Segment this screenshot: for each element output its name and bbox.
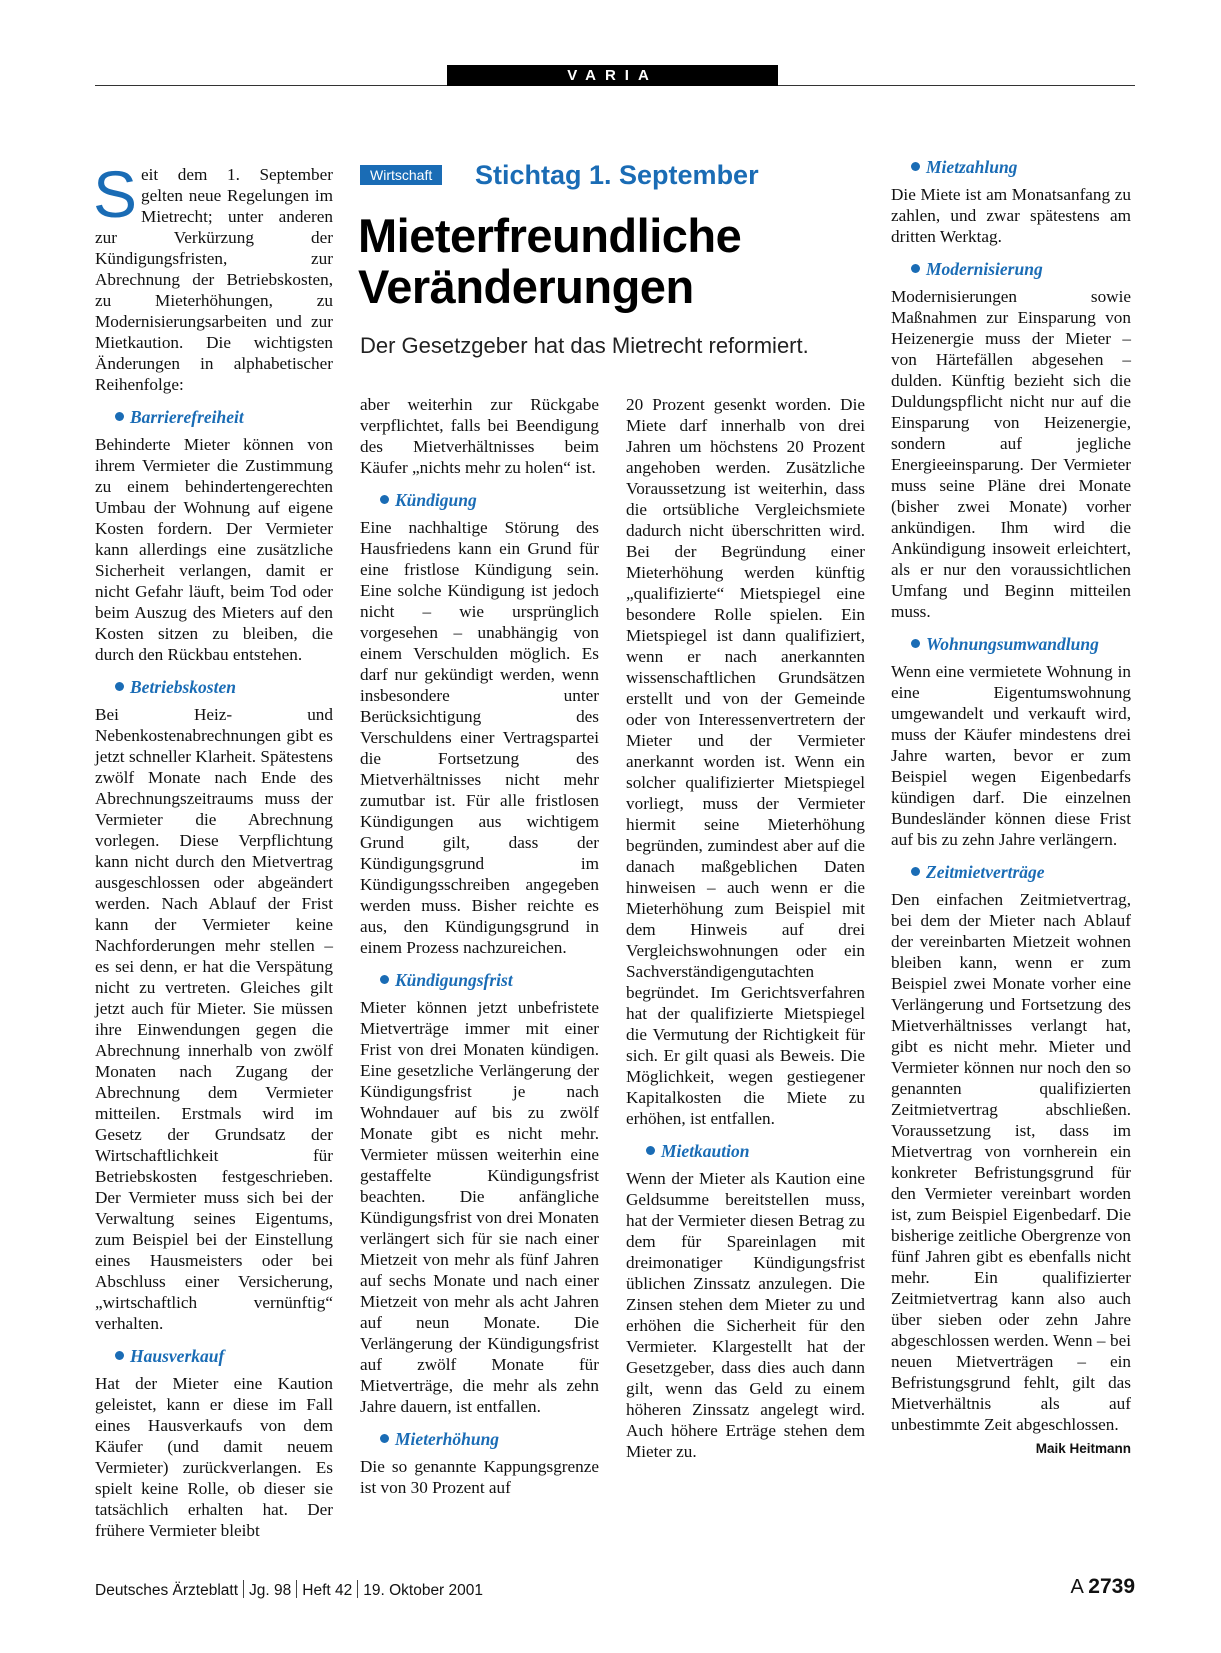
bullet-icon [646, 1146, 655, 1155]
subheading-kuendigung: Kündigung [360, 490, 599, 511]
divider [357, 1580, 358, 1598]
bullet-icon [911, 162, 920, 171]
subheading-mietkaution: Mietkaution [626, 1141, 865, 1162]
article-kicker: Stichtag 1. September [475, 160, 759, 190]
subheading-betriebskosten: Betriebskosten [95, 677, 333, 698]
bullet-icon [115, 1351, 124, 1360]
paragraph-zeitmietvertraege: Den einfachen Zeitmietvertrag, bei dem der Mieter nach Ablauf der vereinbarten Mietzeit wohnen bleiben kann, wenn er zum Beispiel zwei Monate vorher eine Verlängerung und Fortsetzung des Mietverhältnisses verlangt hat, gibt es nicht mehr. Mieter und Vermieter können nur noch den so genannten qualifizierten Zeitmietvertrag abschließen. Voraussetzung ist, dass im Mietvertrag von vornherein ein konkreter Befristungsgrund für den Vermieter vereinbart worden ist, zum Beispiel Eigenbedarf. Die bisherige zeitliche Obergrenze von fünf Jahren gibt es ebenfalls nicht mehr. Ein qualifizierter Zeitmietvertrag kann also auch über sieben oder zehn Jahre abgeschlossen werden. Wenn – bei neuen Mietverträgen – ein Befristungsgrund fehlt, gilt das Mietverhältnis als auf unbestimmte Zeit abgeschlossen. Maik Heitmann [891, 889, 1131, 1435]
journal-info [95, 1580, 483, 1600]
paragraph-hausverkauf: Hat der Mieter eine Kaution geleistet, kann er diese im Fall eines Hausverkaufs von dem Käufer (und damit neuem Vermieter) zurückverlangen. Es spielt keine Rolle, ob dieser sie tatsächlich erhalten hat. Der frühere Vermieter bleibt [95, 1374, 333, 1540]
bullet-icon [115, 412, 124, 421]
journal-issue: Heft 42 [302, 1582, 353, 1599]
headline-line-2: Veränderungen [358, 260, 694, 313]
subheading-barrierefreiheit: Barrierefreiheit [95, 407, 333, 428]
intro-paragraph: Seit dem 1. September gelten neue Regelungen im Mietrecht; unter anderen zur Verkürzung der Kündigungsfristen, zur Abrechnung der Betriebskosten, zu Mieterhöhungen, zu Modernisierungsarbeiten und zur Mietkaution. Die wichtigsten Änderungen in alphabetischer Reihenfolge: [93, 157, 333, 394]
bullet-icon [380, 1434, 389, 1443]
paragraph-mietkaution: Wenn der Mieter als Kaution eine Geldsumme bereitstellen muss, hat der Vermieter diesen Betrag zu dem für Spareinlagen mit dreimonatiger Kündigungsfrist üblichen Zinssatz anzulegen. Die Zinsen stehen dem Mieter zu und erhöhen die Sicherheit für den Vermieter. Klargestellt hat der Gesetzgeber, dass dies auch dann gilt, wenn das Geld zu einem höheren Zinssatz angelegt wird. Auch höhere Erträge stehen dem Mieter zu. [626, 1169, 865, 1461]
paragraph-mieterhoehung: Die so genannte Kappungsgrenze ist von 30 Prozent auf [360, 1457, 599, 1497]
page-number-value: 2739 [1088, 1575, 1135, 1598]
subheading-zeitmietvertraege: Zeitmietverträge [891, 862, 1131, 883]
paragraph-hausverkauf-continued: aber weiterhin zur Rückgabe verpflichtet, falls bei Beendigung des Mietverhältnisses beim Käufer „nichts mehr zu holen“ ist. [360, 395, 599, 477]
journal-name: Deutsches Ärzteblatt [95, 1582, 239, 1599]
author-name: Maik Heitmann [1035, 1441, 1131, 1456]
bullet-icon [115, 682, 124, 691]
column-4 [891, 157, 1131, 1459]
subheading-modernisierung: Modernisierung [891, 259, 1131, 280]
subheading-wohnungsumwandlung: Wohnungsumwandlung [891, 634, 1131, 655]
bullet-icon [911, 639, 920, 648]
paragraph-barrierefreiheit: Behinderte Mieter können von ihrem Vermieter die Zustimmung zu einem behindertengerechten Umbau der Wohnung auf eigene Kosten fordern. Der Vermieter kann allerdings eine zusätzliche Sicherheit verlangen, damit er nicht Gefahr läuft, beim Tod oder beim Auszug des Mieters auf den Kosten sitzen zu bleiben, die durch den Rückbau entstehen. [95, 435, 333, 664]
headline-line-1: Mieterfreundliche [358, 209, 742, 262]
subheading-hausverkauf: Hausverkauf [95, 1346, 333, 1367]
bullet-icon [911, 264, 920, 273]
journal-date: 19. Oktober 2001 [363, 1582, 484, 1599]
paragraph-kuendigung: Eine nachhaltige Störung des Hausfriedens kann ein Grund für eine fristlose Kündigung sein. Eine solche Kündigung ist jedoch nicht – wie ursprünglich vorgesehen – unabhängig von einem Verschulden möglich. Es darf nur gekündigt werden, wenn insbesondere unter Berücksichtigung des Verschuldens einer Vertragspartei die Fortsetzung des Mietverhältnisses nicht mehr zumutbar ist. Für alle fristlosen Kündigungen aus wichtigem Grund gilt, dass der Kündigungsgrund im Kündigungsschreiben angegeben werden muss. Bisher reichte es aus, den Kündigungsgrund in einem Prozess nachzureichen. [360, 518, 599, 957]
bullet-icon [380, 975, 389, 984]
drop-cap: S [93, 157, 138, 231]
journal-volume: Jg. 98 [249, 1582, 292, 1599]
column-1 [93, 157, 333, 1541]
paragraph-modernisierung: Modernisierungen sowie Maßnahmen zur Einsparung von Heizenergie muss der Mieter – von Härtefällen abgesehen – dulden. Künftig bezieht sich die Duldungspflicht nicht nur auf die Einsparung von Heizenergie, sondern auf jegliche Energieeinsparung. Der Vermieter muss seine Pläne drei Monate (bisher zwei Monate) vorher ankündigen. Ihm wird die Ankündigung insoweit erleichtert, als er nur den voraussichtlichen Umfang und Beginn mitteilen muss. [891, 287, 1131, 621]
category-tag: Wirtschaft [360, 165, 442, 185]
column-2 [360, 394, 599, 1498]
subheading-mieterhoehung: Mieterhöhung [360, 1429, 599, 1450]
bullet-icon [911, 867, 920, 876]
divider [243, 1580, 244, 1598]
subheading-mietzahlung: Mietzahlung [891, 157, 1131, 178]
column-3 [626, 394, 865, 1462]
paragraph-mietzahlung: Die Miete ist am Monatsanfang zu zahlen, und zwar spätestens am dritten Werktag. [891, 185, 1131, 246]
divider [296, 1580, 297, 1598]
paragraph-kuendigungsfrist: Mieter können jetzt unbefristete Mietverträge immer mit einer Frist von drei Monaten kündigen. Eine gesetzliche Verlängerung der Kündigungsfrist je nach Wohndauer auf bis zu zwölf Monate gibt es nicht mehr. Vermieter müssen weiterhin eine gestaffelte Kündigungsfrist beachten. Die anfängliche Kündigungsfrist von drei Monaten verlängert sich für sie nach einer Mietzeit von mehr als fünf Jahren auf sechs Monate und nach einer Mietzeit von mehr als acht Jahren auf neun Monate. Die Verlängerung der Kündigungsfrist auf zwölf Monate für Mietverträge, die mehr als zehn Jahre dauern, ist entfallen. [360, 998, 599, 1416]
paragraph-betriebskosten: Bei Heiz- und Nebenkostenabrechnungen gibt es jetzt schneller Klarheit. Spätestens zwölf Monate nach Ende des Abrechnungszeitraums muss der Vermieter die Abrechnung vorlegen. Diese Verpflichtung kann nicht durch den Mietvertrag ausgeschlossen oder abgeändert werden. Nach Ablauf der Frist kann der Vermieter keine Nachforderungen mehr stellen – es sei denn, er hat die Verspätung nicht zu vertreten. Gleiches gilt jetzt auch für Mieter. Sie müssen ihre Einwendungen gegen die Abrechnung innerhalb von zwölf Monaten nach Zugang der Abrechnung dem Vermieter mitteilen. Erstmals wird im Gesetz der Grundsatz der Wirtschaftlichkeit für Betriebskosten festgeschrieben. Der Vermieter muss sich bei der Verwaltung seines Eigentums, zum Beispiel bei der Einstellung eines Hausmeisters oder bei Abschluss einer Versicherung, „wirtschaftlich vernünftig“ verhalten. [95, 705, 333, 1333]
bullet-icon [380, 495, 389, 504]
page-prefix: A [1070, 1576, 1083, 1598]
section-label: VARIA [447, 65, 778, 86]
article-subtitle: Der Gesetzgeber hat das Mietrecht reformiert. [360, 333, 809, 358]
article-headline [358, 210, 858, 312]
paragraph-mieterhoehung-continued: 20 Prozent gesenkt worden. Die Miete darf innerhalb von drei Jahren um höchstens 20 Prozent angehoben werden. Zusätzliche Voraussetzung ist weiterhin, dass die ortsübliche Vergleichsmiete dadurch nicht überschritten wird. Bei der Begründung einer Mieterhöhung werden künftig „qualifizierte“ Mietspiegel eine besondere Rolle spielen. Ein Mietspiegel ist dann qualifiziert, wenn er nach anerkannten wissenschaftlichen Grundsätzen erstellt und von der Gemeinde oder von Interessenvertretern der Mieter und der Vermieter anerkannt worden ist. Wenn ein solcher qualifizierter Mietspiegel vorliegt, muss der Vermieter hiermit seine Mieterhöhung begründen, zumindest aber auf die danach maßgeblichen Daten hinweisen – auch wenn er die Mieterhöhung zum Beispiel mit dem Hinweis auf drei Vergleichswohnungen oder ein Sachverständigengutachten begründet. Im Gerichtsverfahren hat der qualifizierte Mietspiegel die Vermutung der Richtigkeit für sich. Er gilt quasi als Beweis. Die Möglichkeit, wegen gestiegener Kapitalkosten die Miete zu erhöhen, ist entfallen. [626, 395, 865, 1128]
page-footer [95, 1577, 1135, 1601]
paragraph-wohnungsumwandlung: Wenn eine vermietete Wohnung in eine Eigentumswohnung umgewandelt und verkauft wird, muss der Käufer mindestens drei Jahre warten, bevor er zum Beispiel wegen Eigenbedarfs kündigen darf. Die einzelnen Bundesländer können diese Frist auf bis zu zehn Jahre verlängern. [891, 662, 1131, 849]
page-number [1070, 1575, 1135, 1599]
subheading-kuendigungsfrist: Kündigungsfrist [360, 970, 599, 991]
